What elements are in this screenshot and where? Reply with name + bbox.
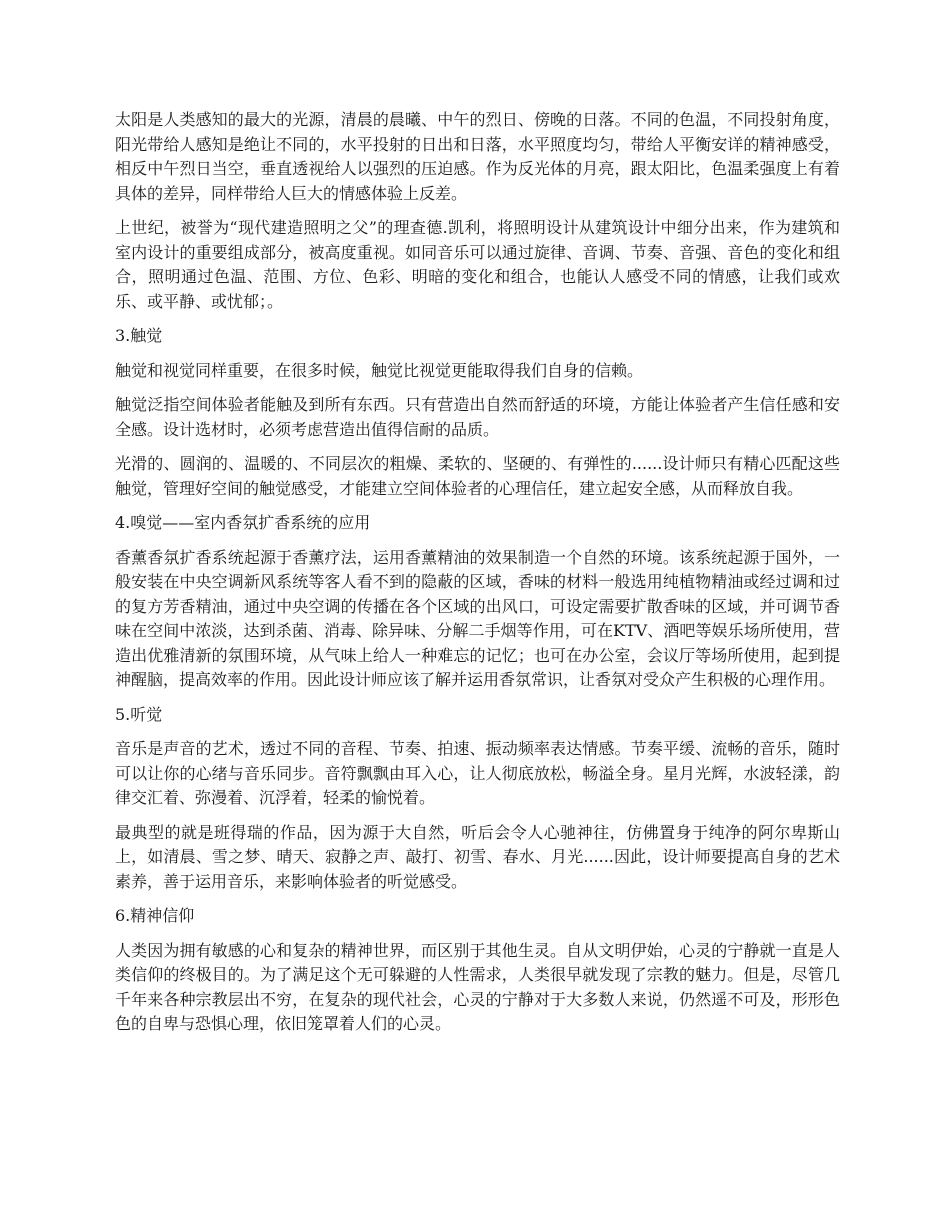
paragraph-lighting-design: 上世纪，被誉为“现代建造照明之父”的理查德.凯利，将照明设计从建筑设计中细分出来，作为建筑和室内设计的重要组成部分，被高度重视。如同音乐可以通过旋律、音调、节奏、音强、音色的变化和组合，照明通过色温、范围、方位、色彩、明暗的变化和组合，也能认人感受不同的情感，让我们或欢乐、或平静、或忧郁；。 bbox=[115, 218, 840, 311]
document-page bbox=[115, 108, 840, 1047]
heading-smell: 4.嗅觉——室内香氛扩香系统的应用 bbox=[115, 513, 371, 532]
paragraph-touch-intro: 触觉和视觉同样重要，在很多时候，触觉比视觉更能取得我们自身的信赖。 bbox=[115, 360, 644, 380]
heading-hearing: 5.听觉 bbox=[115, 704, 163, 724]
heading-touch: 3.触觉 bbox=[115, 326, 163, 345]
paragraph-music: 音乐是声音的艺术，透过不同的音程、节奏、拍速、振动频率表达情感。节奏平缓、流畅的音乐，随时可以让你的心绪与音乐同步。音符飘飘由耳入心，让人彻底放松，畅溢全身。星月光辉，水波轻漾，韵律交汇着、弥漫着、沉浮着，轻柔的愉悦着。 bbox=[115, 739, 840, 807]
paragraph-bandari: 最典型的就是班得瑞的作品，因为源于大自然，听后会令人心驰神往，仿佛置身于纯净的阿尔卑斯山上，如清晨、雪之梦、晴天、寂静之声、敲打、初雪、春水、月光......因此，设计师要提高自身的艺术素养，善于运用音乐，来影响体验者的听觉感受。 bbox=[115, 822, 840, 891]
paragraph-touch-definition: 触觉泛指空间体验者能触及到所有东西。只有营造出自然而舒适的环境，方能让体验者产生信任感和安全感。设计选材时，必须考虑营造出值得信耐的品质。 bbox=[115, 395, 840, 439]
paragraph-touch-materials: 光滑的、圆润的、温暖的、不同层次的粗燥、柔软的、坚硬的、有弹性的......设计师只有精心匹配这些触觉，管理好空间的触觉感受，才能建立空间体验者的心理信任，建立起安全感，从而释放自我。 bbox=[115, 454, 840, 498]
heading-spiritual-belief: 6.精神信仰 bbox=[115, 906, 195, 925]
paragraph-aroma-system: 香薰香氛扩香系统起源于香薰疗法，运用香薰精油的效果制造一个自然的环境。该系统起源于国外，一般安装在中央空调新风系统等客人看不到的隐蔽的区域，香味的材料一般选用纯植物精油或经过调和过的复方芳香精油，通过中央空调的传播在各个区域的出风口，可设定需要扩散香味的区域，并可调节香味在空间中浓淡，达到杀菌、消毒、除异味、分解二手烟等作用，可在KTV、酒吧等娱乐场所使用，营造出优雅清新的氛围环境，从气味上给人一种难忘的记忆；也可在办公室，会议厅等场所使用，起到提神醒脑，提高效率的作用。因此设计师应该了解并运用香氛常识，让香氛对受众产生积极的心理作用。 bbox=[115, 547, 840, 689]
paragraph-sunlight: 太阳是人类感知的最大的光源，清晨的晨曦、中午的烈日、傍晚的日落。不同的色温，不同投射角度，阳光带给人感知是绝让不同的，水平投射的日出和日落，水平照度均匀，带给人平衡安详的精神感受，相反中午烈日当空，垂直透视给人以强烈的压迫感。作为反光体的月亮，跟太阳比，色温柔强度上有着具体的差异，同样带给人巨大的情感体验上反差。 bbox=[115, 110, 840, 203]
paragraph-spiritual: 人类因为拥有敏感的心和复杂的精神世界，而区别于其他生灵。自从文明伊始，心灵的宁静就一直是人类信仰的终极目的。为了满足这个无可躲避的人性需求，人类很早就发现了宗教的魅力。但是，尽管几千年来各种宗教层出不穷，在复杂的现代社会，心灵的宁静对于大多数人来说，仍然遥不可及，形形色色的自卑与恐惧心理，依旧笼罩着人们的心灵。 bbox=[115, 940, 840, 1033]
